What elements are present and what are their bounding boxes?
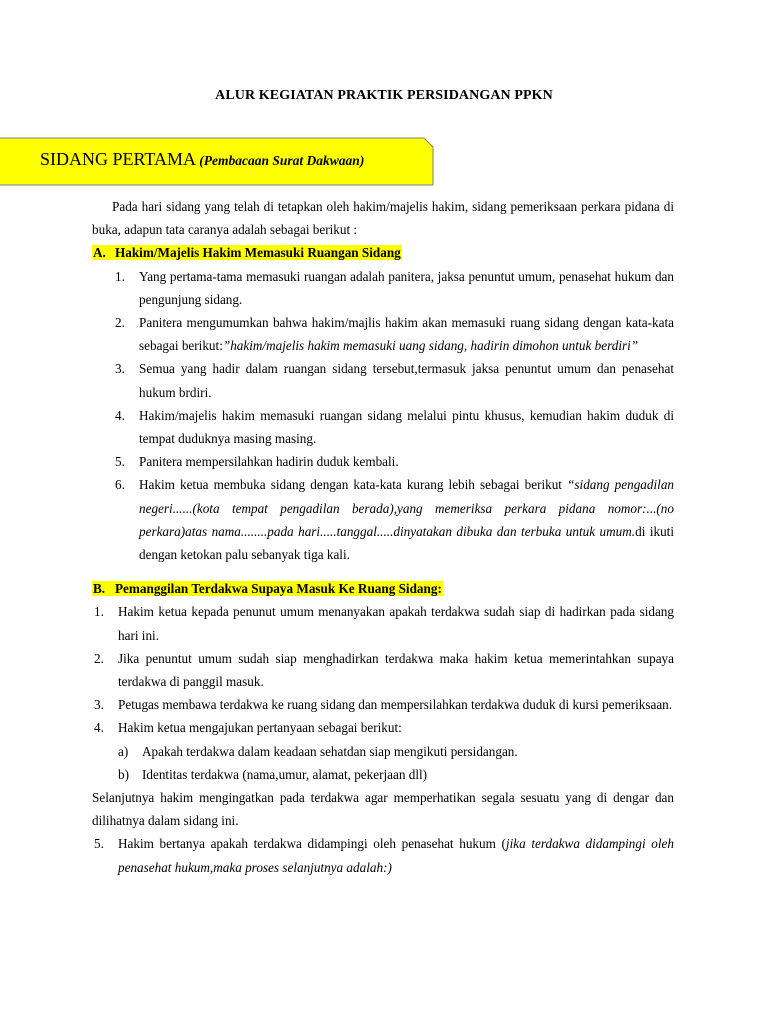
list-item: [92, 600, 674, 646]
banner-subtitle: (Pembacaan Surat Dakwaan): [199, 153, 365, 168]
list-item: [92, 265, 674, 311]
item-text: Hakim/majelis hakim memasuki ruangan sidang melalui pintu khusus, kemudian hakim duduk di tempat duduknya masing masing.: [139, 407, 674, 447]
item-text: Petugas membawa terdakwa ke ruang sidang dan mempersilahkan terdakwa duduk di kursi pemeriksaan.: [118, 697, 673, 713]
item-number: a): [118, 743, 129, 759]
section-b-list: [92, 600, 674, 786]
item-text: Identitas terdakwa (nama,umur, alamat, pekerjaan dll): [142, 766, 428, 782]
section-a-list: [92, 265, 674, 567]
section-b-list-continued: [92, 832, 674, 878]
item-number: 4.: [115, 407, 125, 423]
section-a-label: A.: [93, 245, 106, 261]
item-number: 2.: [94, 650, 104, 666]
item-number: 5.: [115, 454, 125, 470]
section-a-title: Hakim/Majelis Hakim Memasuki Ruangan Sidang: [115, 245, 401, 261]
note-paragraph: Selanjutnya hakim mengingatkan pada terdakwa agar memperhatikan segala sesuatu yang di dengar dan dilihatnya dalam sidang ini.: [92, 790, 674, 829]
item-text: Jika penuntut umum sudah siap menghadirkan terdakwa maka hakim ketua memerintahkan supaya terdakwa di panggil masuk.: [118, 650, 674, 690]
banner-text: [40, 149, 364, 170]
item-number: 2.: [115, 315, 125, 331]
item-text: Yang pertama-tama memasuki ruangan adalah panitera, jaksa penuntut umum, penasehat hukum dan pengunjung sidang.: [139, 268, 674, 307]
item-text: Panitera mempersilahkan hadirin duduk kembali.: [139, 454, 399, 470]
item-text: Hakim ketua kepada penunut umum menanyakan apakah terdakwa sudah siap di hadirkan pada sidang hari ini.: [118, 604, 674, 643]
item-text: Hakim ketua membuka sidang dengan kata-kata kurang lebih sebagai berikut: [139, 477, 568, 493]
section-b-title: Pemanggilan Terdakwa Supaya Masuk Ke Ruang Sidang:: [115, 581, 442, 597]
list-item: [92, 647, 674, 693]
item-text-tail: di ikuti dengan ketokan palu sebanyak tiga kali.: [139, 523, 674, 563]
item-text: Hakim bertanya apakah terdakwa didampingi oleh penasehat hukum (: [118, 836, 506, 852]
item-number: 3.: [115, 361, 125, 377]
item-number: b): [118, 766, 129, 782]
intro-paragraph: Pada hari sidang yang telah di tetapkan oleh hakim/majelis hakim, sidang pemeriksaan perkara pidana di buka, adapun tata caranya adalah sebagai berikut :: [92, 199, 674, 238]
list-item: [92, 404, 674, 450]
document-body: [92, 195, 674, 879]
list-item: [92, 311, 674, 357]
list-item: [92, 450, 674, 473]
item-number: 6.: [115, 477, 125, 493]
section-a-heading: [92, 241, 674, 264]
item-text: Panitera mengumumkan bahwa hakim/majlis hakim akan memasuki ruang sidang dengan kata-kata sebagai berikut:: [139, 315, 674, 354]
sub-list-item: [92, 763, 674, 786]
item-number: 4.: [94, 720, 104, 736]
section-b-label: B.: [93, 581, 106, 597]
item-text: Apakah terdakwa dalam keadaan sehatdan siap mengikuti persidangan.: [142, 743, 518, 759]
item-quote: jika terdakwa didampingi oleh penasehat hukum,maka proses selanjutnya adalah:): [118, 836, 674, 875]
item-text: Hakim ketua mengajukan pertanyaan sebagai berikut:: [118, 720, 402, 736]
section-banner: [0, 137, 432, 185]
list-item: [92, 693, 674, 716]
item-quote: “sidang pengadilan negeri......(kota tempat pengadilan berada),yang memeriksa perkara pidana nomor:...(no perkara)atas nama........pada hari.....tanggal.....dinyatakan dibuka dan terbuka untuk umum.: [139, 477, 675, 539]
list-item: [92, 357, 674, 403]
item-number: 3.: [94, 697, 104, 713]
banner-title: SIDANG PERTAMA: [40, 149, 196, 169]
item-number: 5.: [94, 836, 104, 852]
item-number: 1.: [94, 604, 104, 620]
list-item: [92, 473, 674, 566]
item-number: 1.: [115, 268, 125, 284]
item-text: Semua yang hadir dalam ruangan sidang tersebut,termasuk jaksa penuntut umum dan penasehat hukum brdiri.: [139, 361, 674, 400]
item-quote: ”hakim/majelis hakim memasuki uang sidang, hadirin dimohon untuk berdiri”: [222, 338, 639, 354]
list-item: [92, 832, 674, 878]
section-b-heading: [92, 577, 674, 600]
list-item: [92, 716, 674, 739]
document-title: ALUR KEGIATAN PRAKTIK PERSIDANGAN PPKN: [215, 88, 553, 103]
sub-list-item: [92, 740, 674, 763]
